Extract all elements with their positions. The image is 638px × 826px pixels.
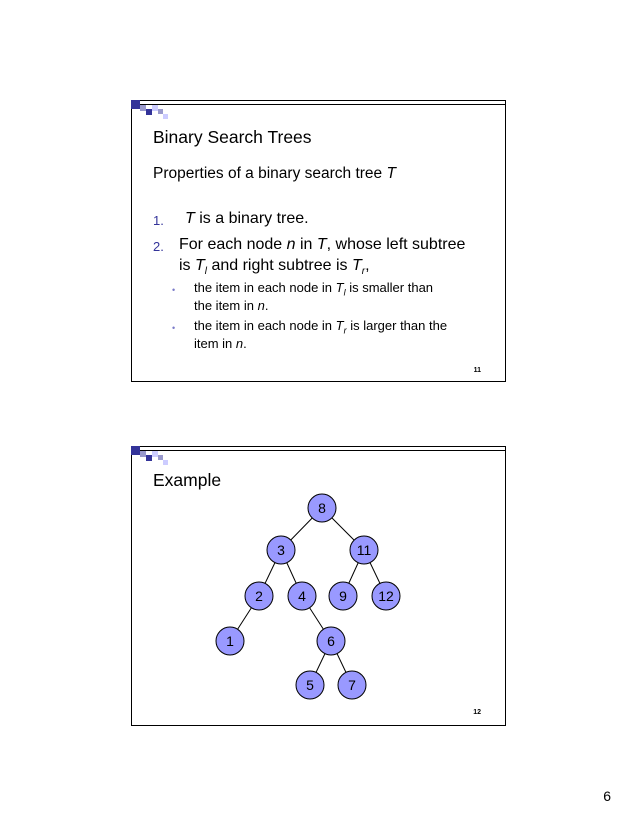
tree-node-label: 3: [277, 542, 285, 558]
list-number: 2.: [153, 239, 164, 254]
tree-node-label: 2: [255, 588, 263, 604]
list-number: 1.: [153, 213, 164, 228]
binary-search-tree: [132, 447, 507, 727]
tree-node-3: [267, 536, 295, 564]
tree-edge-8-3: [291, 518, 312, 540]
tree-node-7: [338, 671, 366, 699]
tree-node-12: [372, 582, 400, 610]
tree-edge-3-4: [287, 563, 296, 584]
tree-edge-11-9: [349, 563, 358, 584]
tree-node-label: 9: [339, 588, 347, 604]
tree-node-11: [350, 536, 378, 564]
tree-node-5: [296, 671, 324, 699]
tree-node-label: 1: [226, 633, 234, 649]
tree-edge-11-12: [370, 563, 380, 584]
tree-node-1: [216, 627, 244, 655]
tree-edge-6-7: [337, 654, 346, 673]
tree-edge-8-11: [332, 518, 354, 540]
tree-node-label: 5: [306, 677, 314, 693]
slide-11: Binary Search Trees Properties of a binary search tree T 1. T is a binary tree. 2. For each node n in T, whose left subtree is $T_l$ and right subtree is $T_r$, • the item in each node in $T_l$ is smaller than the item in n. • the item in each node in $T_r$ is larger than the item in n. 11: [131, 100, 506, 382]
tree-node-label: 12: [378, 588, 394, 604]
tree-node-label: 11: [356, 542, 372, 558]
tree-edge-4-6: [310, 608, 324, 629]
tree-node-label: 8: [318, 500, 326, 516]
slide-number: 12: [473, 709, 481, 716]
tree-node-4: [288, 582, 316, 610]
tree-node-6: [317, 627, 345, 655]
tree-node-8: [308, 494, 336, 522]
tree-node-9: [329, 582, 357, 610]
tree-node-label: 7: [348, 677, 356, 693]
slide-number: 11: [473, 367, 481, 374]
page-number: 6: [603, 788, 611, 804]
slide-title: Example: [153, 470, 222, 490]
tree-node-2: [245, 582, 273, 610]
bullet-icon: •: [172, 285, 176, 295]
tree-edge-3-2: [265, 563, 275, 584]
tree-edge-6-5: [316, 654, 325, 673]
bullet-icon: •: [172, 323, 176, 333]
tree-node-label: 4: [298, 588, 306, 604]
slide-subtitle: Properties of a binary search tree T: [153, 165, 396, 182]
tree-node-label: 6: [327, 633, 335, 649]
slide-title: Binary Search Trees: [153, 127, 312, 147]
slide-decoration: [131, 100, 506, 122]
tree-edge-2-1: [238, 608, 252, 629]
slide-12: [131, 446, 506, 726]
